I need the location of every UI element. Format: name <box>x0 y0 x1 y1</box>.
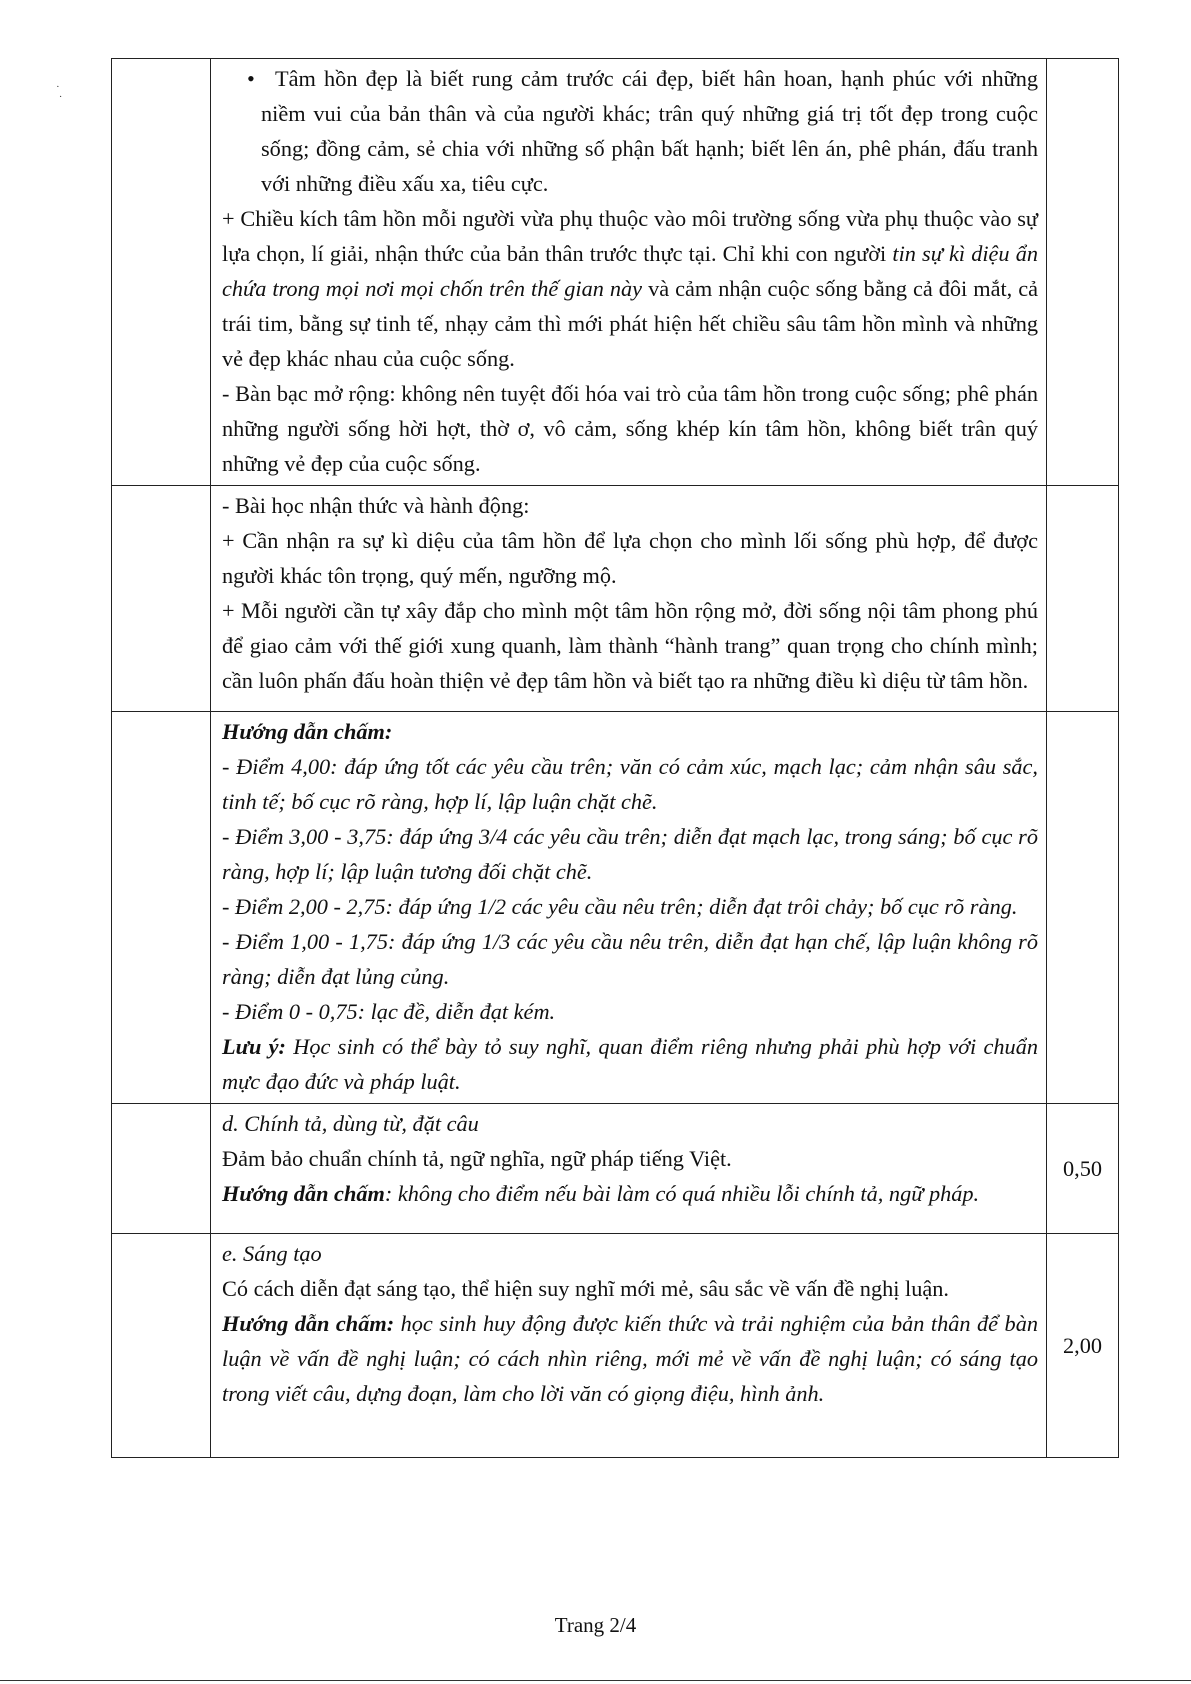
table-row <box>112 486 1119 712</box>
paragraph <box>222 714 1038 749</box>
score-cell <box>1047 59 1119 486</box>
paragraph <box>222 201 1038 376</box>
text-segment: và cảm nhận cuộc sống bằng cả đôi mắt, cả trái tim, bằng sự tinh tế, nhạy cảm thì mới phát hiện hết chiều sâu tâm hồn mình và những vẻ đẹp khác nhau của cuộc sống. <box>222 276 1039 371</box>
page-number: Trang 2/4 <box>554 1613 637 1637</box>
score-cell: 0,50 <box>1047 1104 1119 1234</box>
empty-cell <box>112 1104 211 1234</box>
content-cell <box>211 712 1047 1104</box>
paragraph <box>222 994 1038 1029</box>
text-segment: Có cách diễn đạt sáng tạo, thể hiện suy nghĩ mới mẻ, sâu sắc về vấn đề nghị luận. <box>222 1276 949 1301</box>
paragraph <box>222 523 1038 593</box>
paragraph <box>222 593 1038 698</box>
empty-cell <box>112 1234 211 1458</box>
text-segment: - Điểm 2,00 - 2,75: đáp ứng 1/2 các yêu cầu nêu trên; diễn đạt trôi chảy; bố cục rõ ràng. <box>222 894 1018 919</box>
text-segment: Hướng dẫn chấm: <box>222 719 393 744</box>
content-text <box>211 1104 1046 1215</box>
paragraph <box>222 924 1038 994</box>
content-cell <box>211 59 1047 486</box>
text-segment: - Điểm 3,00 - 3,75: đáp ứng 3/4 các yêu cầu trên; diễn đạt mạch lạc, trong sáng; bố cục rõ ràng, hợp lí; lập luận tương đối chặt chẽ. <box>222 824 1038 884</box>
paragraph <box>222 488 1038 523</box>
text-segment: d. Chính tả, dùng từ, đặt câu <box>222 1111 479 1136</box>
bottom-rule <box>0 1680 1191 1681</box>
table-row <box>112 712 1119 1104</box>
score-cell <box>1047 712 1119 1104</box>
paragraph <box>222 1236 1038 1271</box>
empty-cell <box>112 712 211 1104</box>
paragraph <box>222 1106 1038 1141</box>
table-row <box>112 59 1119 486</box>
text-segment: - Bàn bạc mở rộng: không nên tuyệt đối hóa vai trò của tâm hồn trong cuộc sống; phê phán những người sống hời hợt, thờ ơ, vô cảm, sống khép kín tâm hồn, không biết trân quý những vẻ đẹp của cuộc sống. <box>222 381 1038 476</box>
text-segment: Học sinh có thể bày tỏ suy nghĩ, quan điểm riêng nhưng phải phù hợp với chuẩn mực đạo đức và pháp luật. <box>222 1034 1038 1094</box>
text-segment: - Bài học nhận thức và hành động: <box>222 493 530 518</box>
content-cell <box>211 486 1047 712</box>
table-row <box>112 1104 1119 1234</box>
text-segment: Tâm hồn đẹp là biết rung cảm trước cái đẹp, biết hân hoan, hạnh phúc với những niềm vui của bản thân và của người khác; trân quý những giá trị tốt đẹp trong cuộc sống; đồng cảm, sẻ chia với những số phận bất hạnh; biết lên án, phê phán, đấu tranh với những điều xấu xa, tiêu cực. <box>261 66 1038 196</box>
bullet-paragraph <box>222 61 1038 201</box>
content-cell <box>211 1234 1047 1458</box>
text-segment: + Mỗi người cần tự xây đắp cho mình một tâm hồn rộng mở, đời sống nội tâm phong phú để giao cảm với thế giới xung quanh, làm thành “hành trang” quan trọng cho chính mình; cần luôn phấn đấu hoàn thiện vẻ đẹp tâm hồn và biết tạo ra những điều kì diệu từ tâm hồn. <box>222 598 1038 693</box>
text-segment: - Điểm 0 - 0,75: lạc đề, diễn đạt kém. <box>222 999 556 1024</box>
text-segment: - Điểm 1,00 - 1,75: đáp ứng 1/3 các yêu cầu nêu trên, diễn đạt hạn chế, lập luận không rõ ràng; diễn đạt lủng củng. <box>222 929 1038 989</box>
paragraph <box>222 819 1038 889</box>
content-text <box>211 1234 1046 1415</box>
text-segment: : không cho điểm nếu bài làm có quá nhiều lỗi chính tả, ngữ pháp. <box>384 1181 980 1206</box>
text-segment: + Cần nhận ra sự kì diệu của tâm hồn để lựa chọn cho mình lối sống phù hợp, để được người khác tôn trọng, quý mến, ngưỡng mộ. <box>222 528 1038 588</box>
paragraph <box>222 1029 1038 1099</box>
paragraph <box>222 1141 1038 1176</box>
paragraph <box>222 376 1038 481</box>
table-row <box>112 1234 1119 1458</box>
paragraph <box>222 749 1038 819</box>
content-cell <box>211 1104 1047 1234</box>
text-segment: Hướng dẫn chấm: <box>222 1311 395 1336</box>
empty-cell <box>112 59 211 486</box>
content-text <box>211 486 1046 702</box>
paragraph <box>222 1271 1038 1306</box>
paragraph <box>222 1176 1038 1211</box>
content-text <box>211 59 1046 485</box>
paragraph <box>222 1306 1038 1411</box>
scan-specks: · · <box>56 81 63 103</box>
text-segment: Hướng dẫn chấm <box>222 1181 385 1206</box>
score-cell: 2,00 <box>1047 1234 1119 1458</box>
grading-table-body <box>112 59 1119 1458</box>
text-segment: + Chiều kích tâm hồn mỗi người vừa phụ thuộc vào môi trường sống vừa phụ thuộc vào sự lựa chọn, lí giải, nhận thức của bản thân trước thực tại. Chỉ khi con người <box>222 206 1038 266</box>
text-segment: Đảm bảo chuẩn chính tả, ngữ nghĩa, ngữ pháp tiếng Việt. <box>222 1146 732 1171</box>
text-segment: Lưu ý: <box>222 1034 286 1059</box>
text-segment: - Điểm 4,00: đáp ứng tốt các yêu cầu trên; văn có cảm xúc, mạch lạc; cảm nhận sâu sắc, tinh tế; bố cục rõ ràng, hợp lí, lập luận chặt chẽ. <box>222 754 1038 814</box>
bullet-icon: • <box>247 66 255 91</box>
score-cell <box>1047 486 1119 712</box>
paragraph <box>222 889 1038 924</box>
text-segment: tin sự kì diệu ẩn chứa trong mọi nơi mọi chốn trên thế gian này <box>222 241 1038 301</box>
empty-cell <box>112 486 211 712</box>
grading-table <box>111 58 1119 1458</box>
text-segment: học sinh huy động được kiến thức và trải nghiệm của bản thân để bàn luận về vấn đề nghị luận; có cách nhìn riêng, mới mẻ về vấn đề nghị luận; có sáng tạo trong viết câu, dựng đoạn, làm cho lời văn có giọng điệu, hình ảnh. <box>222 1311 1038 1406</box>
content-text <box>211 712 1046 1103</box>
text-segment: e. Sáng tạo <box>222 1241 322 1266</box>
